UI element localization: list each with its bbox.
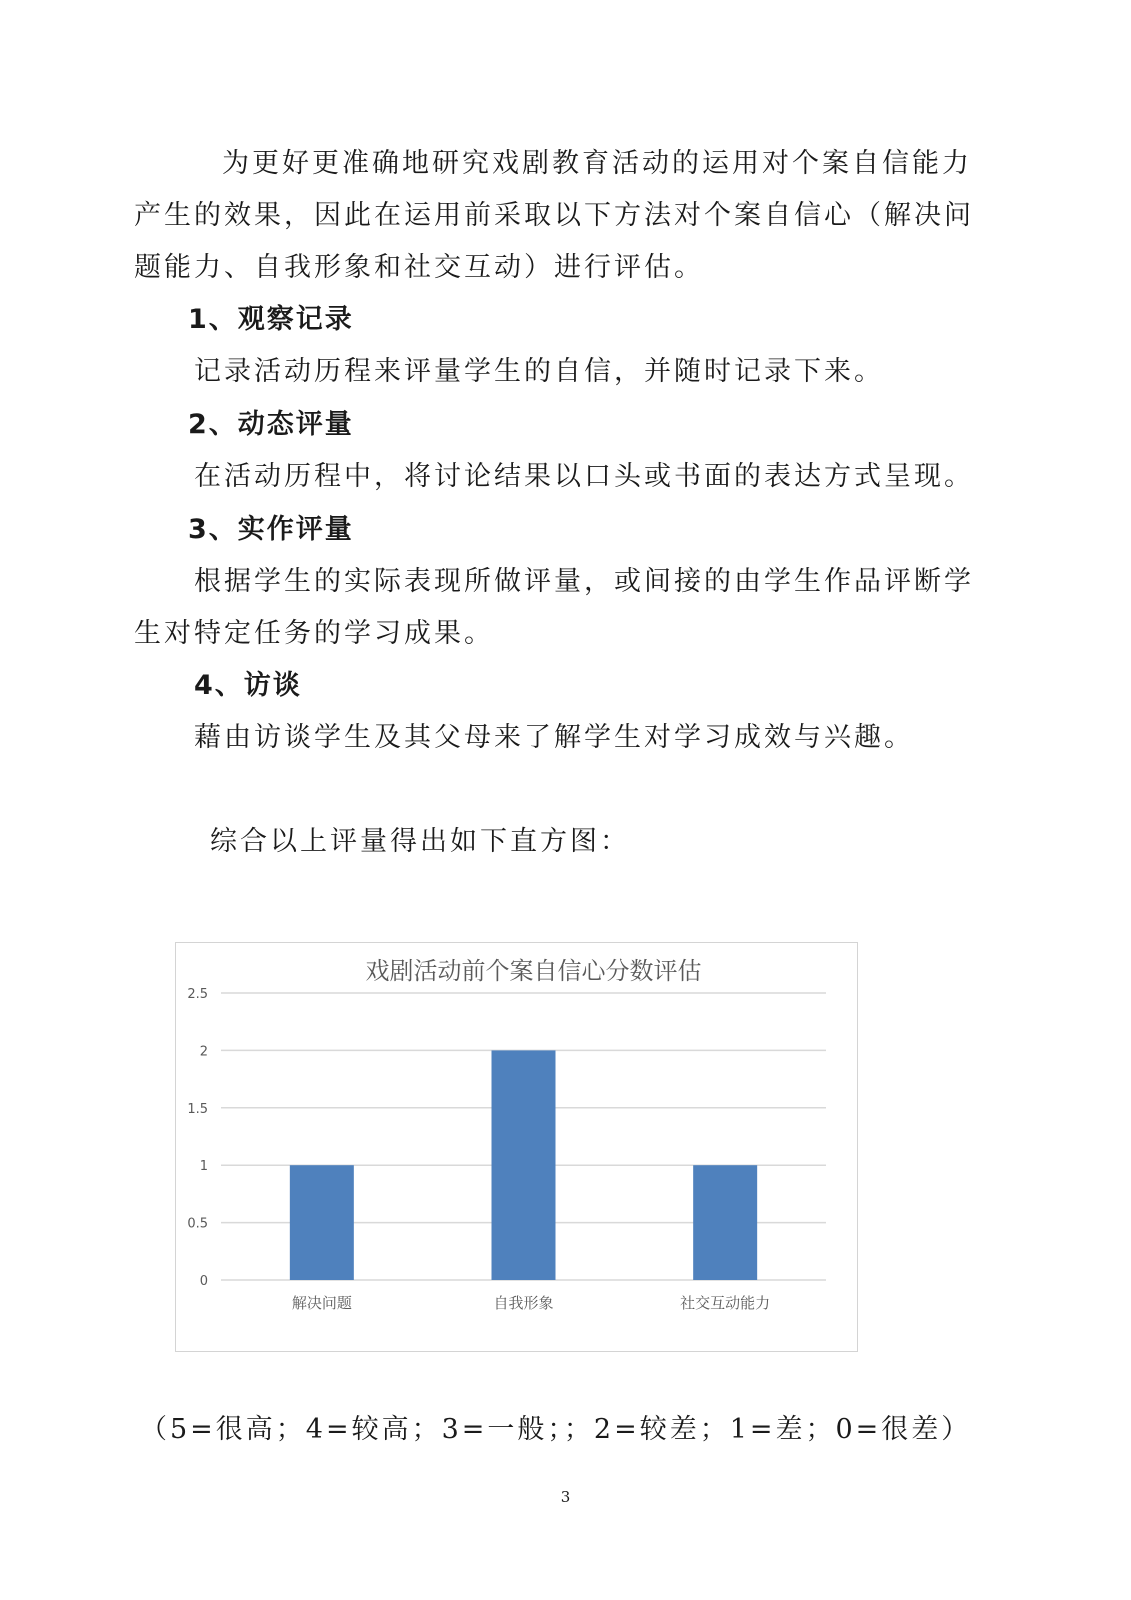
intro-line-1: 为更好更准确地研究戏剧教育活动的运用对个案自信能力 [222, 148, 972, 179]
rating-scale-note: （5=很高；4=较高；3=一般；；2=较差；1=差；0=很差） [140, 1414, 972, 1445]
x-category-label: 解决问题 [291, 1294, 352, 1312]
y-tick-label: 1 [199, 1159, 208, 1175]
section-heading-2: 2、动态评量 [188, 409, 354, 440]
y-tick-label: 0.5 [187, 1216, 208, 1232]
section-body-2: 在活动历程中，将讨论结果以口头或书面的表达方式呈现。 [194, 461, 974, 492]
y-tick-label: 2 [199, 1044, 208, 1060]
section-heading-4: 4、访谈 [194, 670, 302, 701]
section-body-1: 记录活动历程来评量学生的自信，并随时记录下来。 [194, 356, 884, 387]
chart-title: 戏剧活动前个案自信心分数评估 [365, 957, 702, 985]
bar [492, 1050, 556, 1280]
section-heading-1: 1、观察记录 [188, 304, 354, 335]
section-body-3a: 根据学生的实际表现所做评量，或间接的由学生作品评断学 [194, 566, 974, 597]
y-tick-label: 0 [199, 1274, 208, 1289]
y-tick-label: 2.5 [187, 987, 208, 1002]
page-number: 3 [560, 1488, 571, 1506]
section-body-3b: 生对特定任务的学习成果。 [134, 618, 494, 649]
bar-chart [176, 943, 859, 1353]
x-category-label: 自我形象 [493, 1294, 554, 1312]
chart-container [175, 942, 858, 1352]
bar [693, 1165, 757, 1280]
section-heading-3: 3、实作评量 [188, 514, 354, 545]
intro-line-3: 题能力、自我形象和社交互动）进行评估。 [134, 252, 704, 283]
y-tick-label: 1.5 [187, 1101, 208, 1117]
intro-line-2: 产生的效果，因此在运用前采取以下方法对个案自信心（解决问 [134, 200, 974, 231]
x-category-label: 社交互动能力 [680, 1294, 771, 1312]
bar [290, 1165, 354, 1280]
summary-line: 综合以上评量得出如下直方图： [210, 826, 630, 857]
section-body-4: 藉由访谈学生及其父母来了解学生对学习成效与兴趣。 [194, 722, 914, 753]
